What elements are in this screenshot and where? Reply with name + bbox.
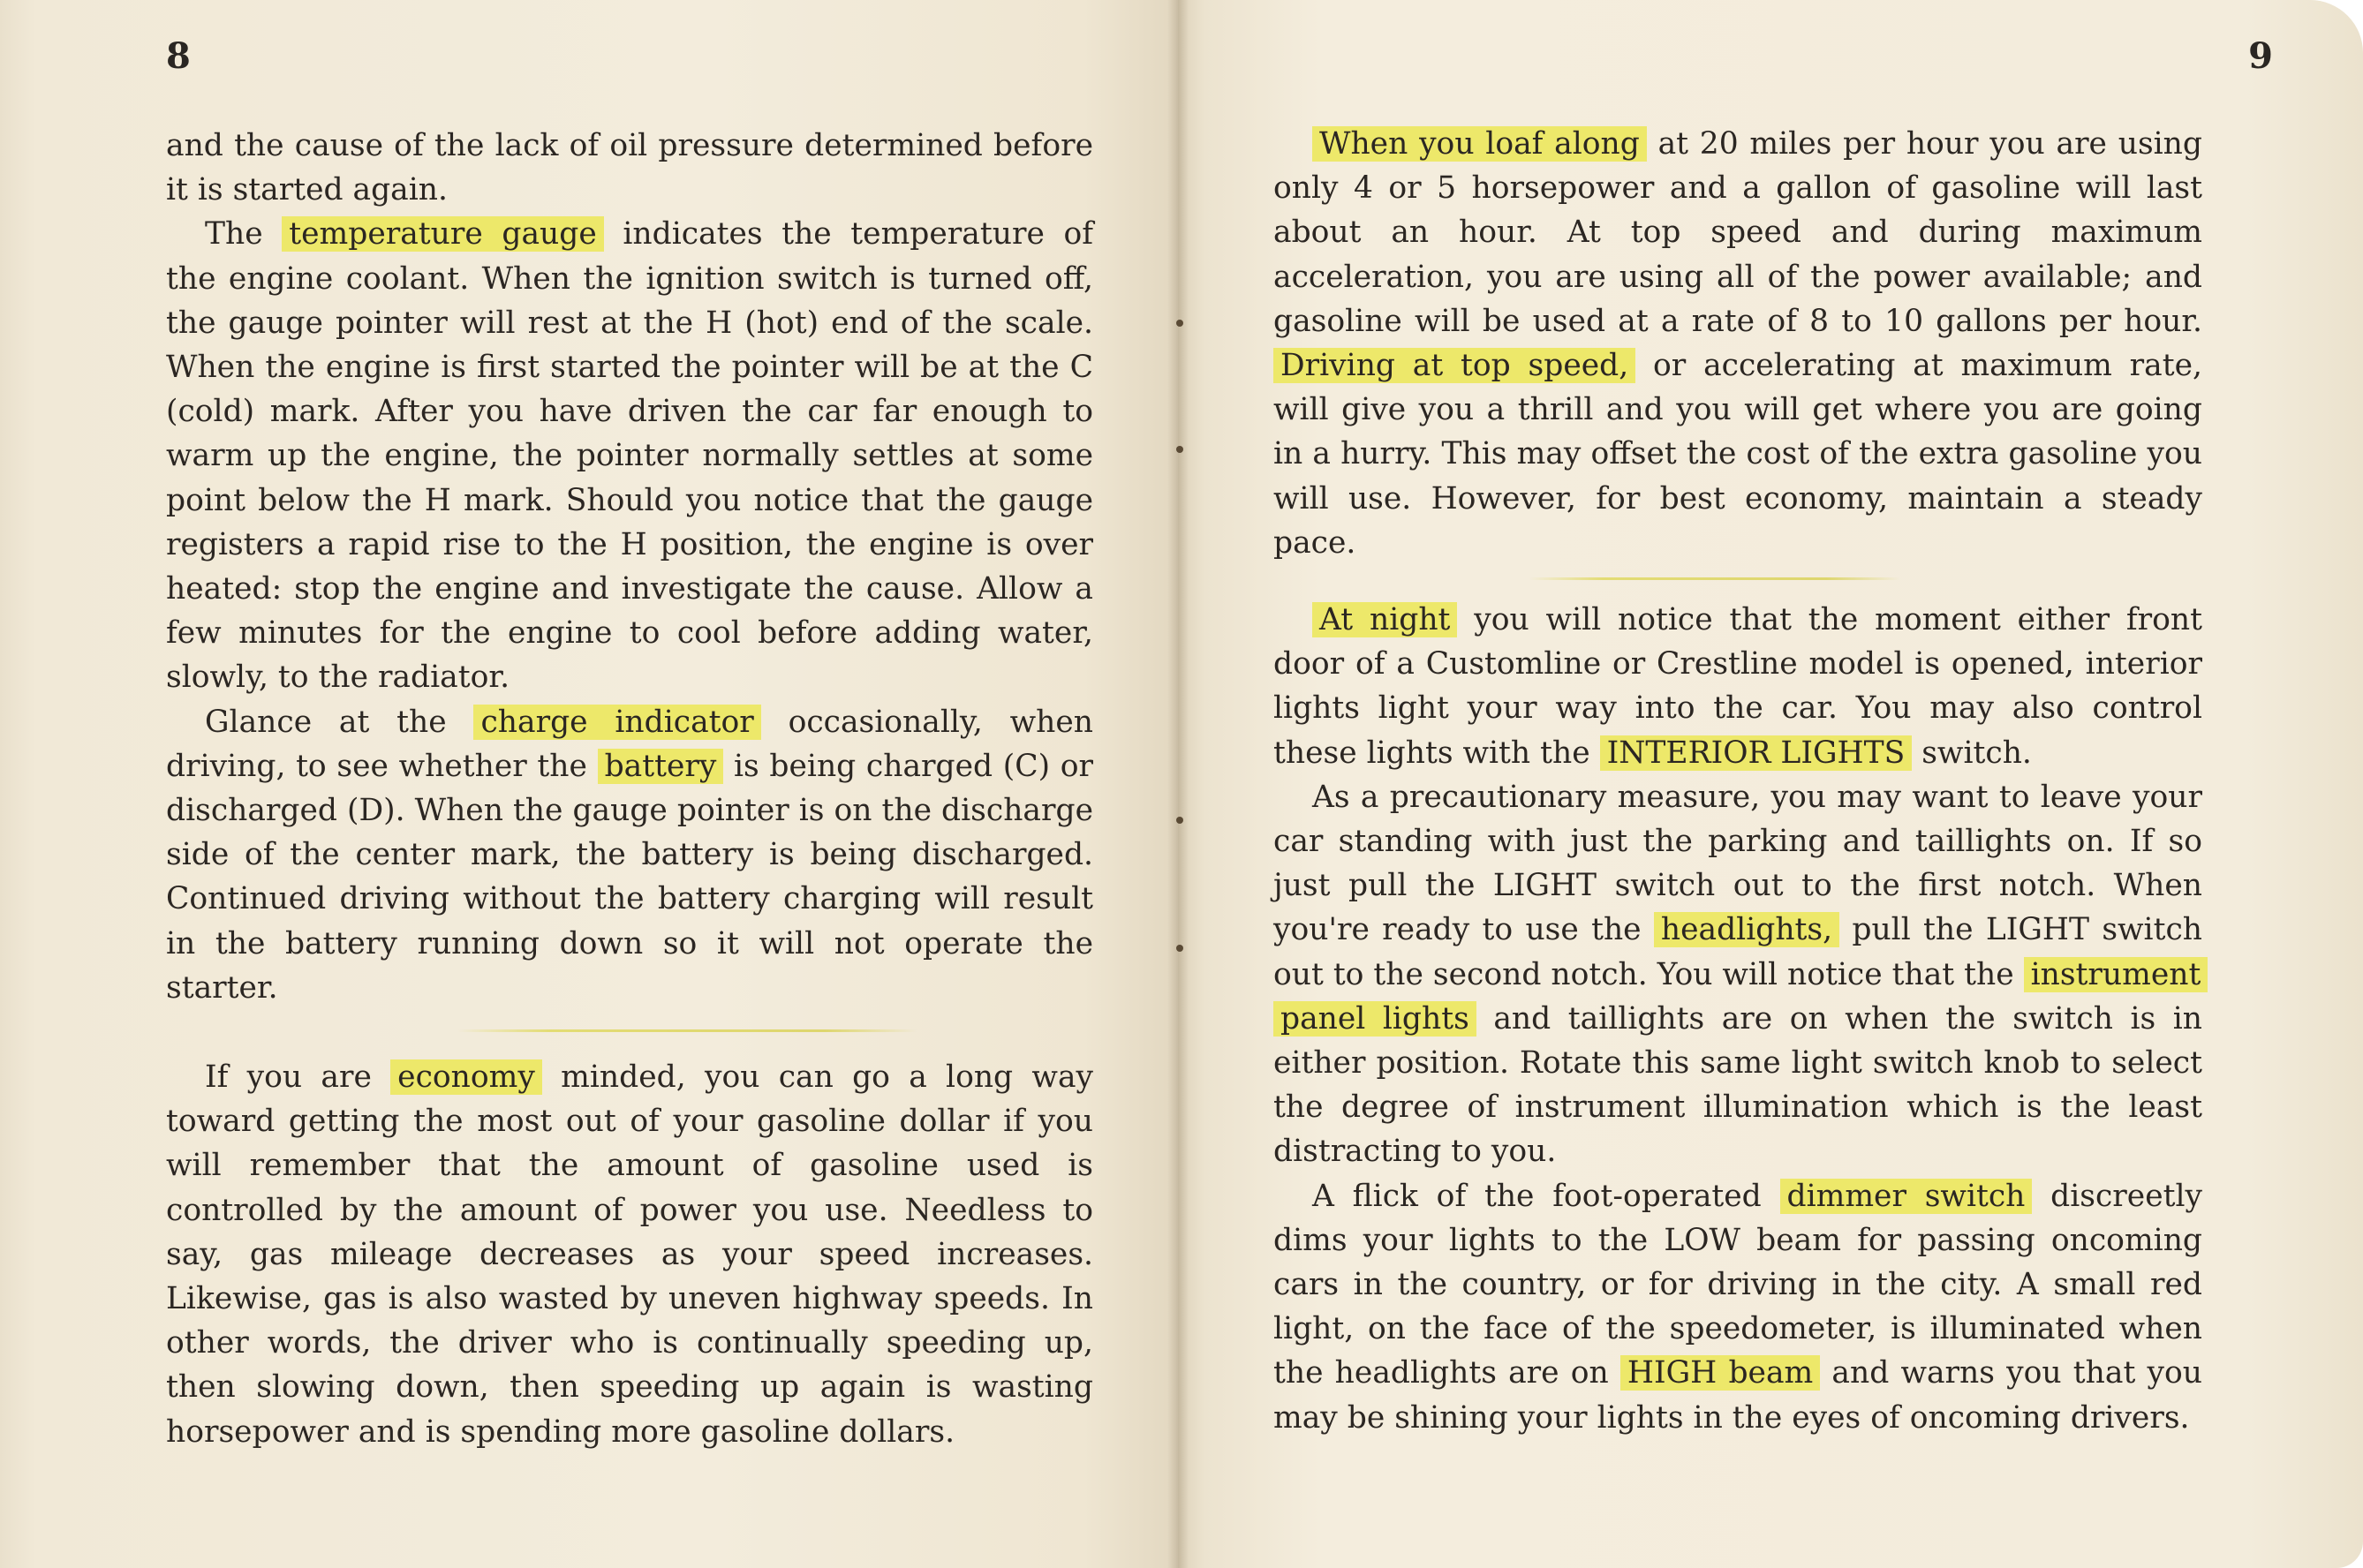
- body-text: discreetly dims your lights to the LOW beam for passing oncoming cars in the country, or for driving in the city. A small red light, on the face of the speedometer, is illuminated when the headlights are on: [1273, 1178, 2202, 1391]
- highlighted-term: Driving at top speed,: [1273, 348, 1635, 383]
- body-text: As a precautionary measure, you may want to leave your car standing with just the parking and taillights on. If so just pull the LIGHT switch out to the first notch. When you're ready to use the: [1273, 779, 2202, 948]
- paragraph: [166, 1055, 1093, 1454]
- highlighted-term: dimmer switch: [1780, 1179, 2033, 1214]
- paragraph: [1273, 122, 2202, 565]
- page-number: 8: [166, 35, 191, 77]
- left-page: [0, 0, 1178, 1568]
- highlighted-term: HIGH beam: [1620, 1355, 1820, 1391]
- highlighted-term: battery: [598, 749, 724, 784]
- paragraph: [1273, 598, 2202, 775]
- left-page-text: [166, 124, 1093, 1454]
- staple-mark: [1176, 817, 1183, 824]
- binding-gutter: [1167, 0, 1189, 1568]
- highlighted-term: instrument panel lights: [1273, 957, 2208, 1037]
- highlighted-term: headlights,: [1654, 912, 1839, 947]
- body-text: occasionally, when driving, to see whether the: [166, 704, 1093, 784]
- paragraph: [1273, 775, 2202, 1174]
- staple-mark: [1176, 945, 1183, 952]
- staple-mark: [1176, 446, 1183, 453]
- section-divider: [1529, 577, 1900, 580]
- paragraph: [166, 700, 1093, 1010]
- body-text: and warns you that you may be shining your lights in the eyes of oncoming drivers.: [1273, 1355, 2202, 1436]
- paragraph: [166, 124, 1093, 212]
- body-text: If you are: [205, 1059, 391, 1096]
- section-divider: [457, 1029, 917, 1032]
- highlighted-term: charge indicator: [473, 705, 760, 740]
- body-text: minded, you can go a long way toward getting the most out of your gasoline dollar if you will remember that the amount of gasoline used is controlled by the amount of power you use. Needless to say, gas mileage decreases as your speed increases. Likewise, gas is also wasted by uneven highway speeds. In other words, the driver who is continually speeding up, then slowing down, then speeding up again is wasting horsepower and is spending more gasoline dollars.: [166, 1059, 1094, 1450]
- paragraph: [166, 212, 1093, 699]
- right-page: [1178, 0, 2363, 1568]
- body-text: A flick of the foot-operated: [1312, 1178, 1780, 1214]
- body-text: The: [205, 216, 283, 253]
- body-text: and the cause of the lack of oil pressure determined before it is started again.: [166, 128, 1093, 208]
- paragraph: [1273, 1174, 2202, 1440]
- highlighted-term: temperature gauge: [282, 216, 604, 252]
- staple-mark: [1176, 320, 1183, 327]
- page-number: 9: [2248, 35, 2273, 77]
- body-text: switch.: [1912, 735, 2032, 771]
- body-text: or accelerating at maximum rate, will give you a thrill and you will get where you are going in a hurry. This may offset the cost of the extra gasoline you will use. However, for best economy, maintain a steady pace.: [1273, 348, 2202, 561]
- right-page-text: [1273, 122, 2202, 1440]
- highlighted-term: At night: [1312, 602, 1457, 637]
- body-text: and taillights are on when the switch is in either position. Rotate this same light switch knob to select the degree of instrument illumination which is the least distracting to you.: [1273, 1000, 2202, 1170]
- body-text: Glance at the: [205, 704, 474, 740]
- highlighted-term: economy: [390, 1059, 542, 1095]
- highlighted-term: INTERIOR LIGHTS: [1600, 735, 1913, 771]
- body-text: is being charged (C) or discharged (D). When the gauge pointer is on the discharge side of the center mark, the battery is being discharged. Continued driving without the battery charging will result in the battery running down so it will not operate the starter.: [166, 748, 1093, 1006]
- body-text: you will notice that the moment either front door of a Customline or Crestline model is opened, interior lights light your way into the car. You may also control these lights with the: [1273, 602, 2203, 771]
- highlighted-term: When you loaf along: [1312, 126, 1647, 162]
- body-text: pull the LIGHT switch out to the second notch. You will notice that the: [1273, 912, 2202, 992]
- body-text: at 20 miles per hour you are using only 4 or 5 horsepower and a gallon of gasoline will last about an hour. At top speed and during maximum acceleration, you are using all of the power available; and gasoline will be used at a rate of 8 to 10 gallons per hour.: [1273, 126, 2202, 339]
- body-text: indicates the temperature of the engine coolant. When the ignition switch is turned off, the gauge pointer will rest at the H (hot) end of the scale. When the engine is first started the pointer will be at the C (cold) mark. After you have driven the car far enough to warm up the engine, the pointer normally settles at some point below the H mark. Should you notice that the gauge registers a rapid rise to the H position, the engine is over heated: stop the engine and investigate the cause. Allow a few minutes for the engine to cool before adding water, slowly, to the radiator.: [166, 216, 1093, 696]
